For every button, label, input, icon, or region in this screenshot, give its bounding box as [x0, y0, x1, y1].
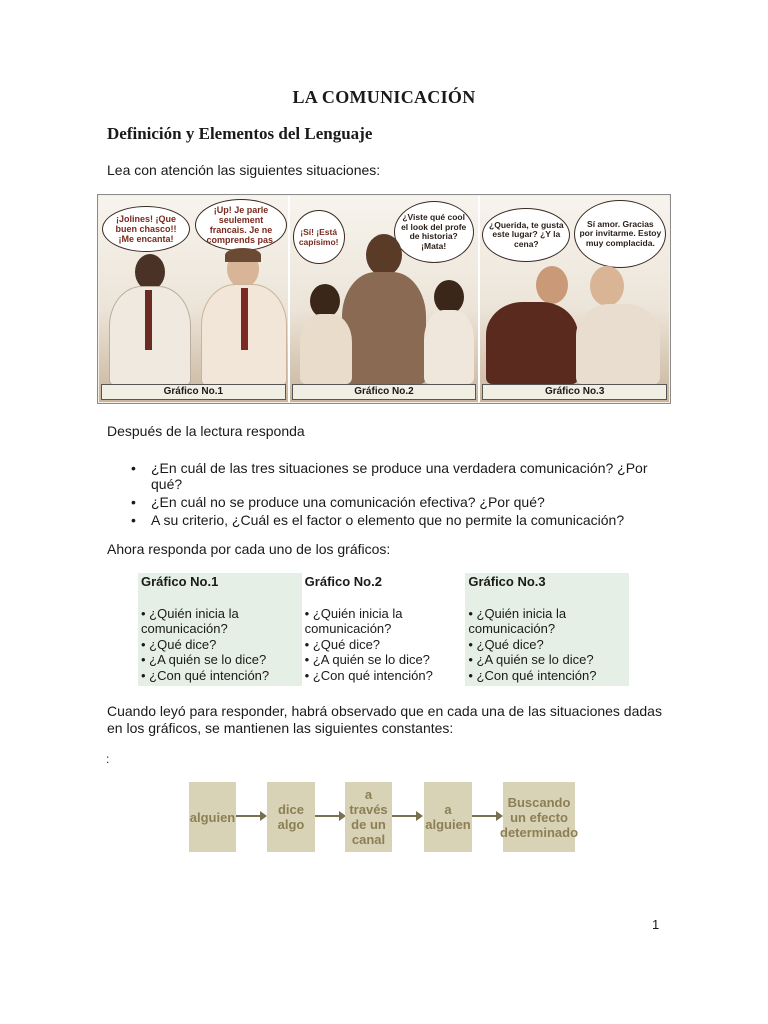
speech-bubble: ¿Querida, te gusta este lugar? ¿Y la cena? [482, 208, 570, 262]
panel-caption: Gráfico No.2 [292, 384, 477, 400]
table-cell: • ¿Qué dice? [468, 636, 544, 652]
girl-illustration [294, 284, 356, 384]
speech-bubble: ¡Sí! ¡Está capísimo! [293, 210, 345, 264]
colon-mark: : [106, 752, 110, 766]
panel-caption: Gráfico No.1 [101, 384, 286, 400]
page-title: LA COMUNICACIÓN [292, 87, 476, 107]
table-cell: • ¿Quién inicia la comunicación? [468, 605, 567, 636]
after-reading-text: Después de la lectura responda [107, 423, 305, 439]
flow-box-dice-algo: dice algo [267, 782, 315, 852]
panel-caption: Gráfico No.3 [482, 384, 667, 400]
table-column [465, 573, 629, 686]
page-number: 1 [652, 917, 660, 932]
table-column [138, 573, 302, 686]
flow-arrow [472, 815, 498, 817]
column-header: Gráfico No.1 [141, 574, 219, 589]
list-item: • ¿En cuál no se produce una comunicación efectiva? ¿Por qué? [151, 494, 671, 510]
intro-text: Lea con atención las siguientes situaciones: [107, 162, 381, 178]
table-cell: • ¿A quién se lo dice? [468, 652, 594, 667]
flow-box-efecto: Buscando un efecto determinado [503, 782, 575, 852]
table-cell: • ¿Con qué intención? [304, 667, 433, 683]
table-cell: • ¿A quién se lo dice? [304, 652, 430, 667]
comic-strip [97, 194, 671, 404]
comic-panel-2 [290, 196, 481, 402]
woman-illustration [568, 266, 664, 384]
table-cell: • ¿Qué dice? [141, 636, 217, 652]
table-cell: • ¿A quién se lo dice? [141, 652, 267, 667]
table-column [302, 573, 466, 686]
flow-box-alguien: alguien [189, 782, 236, 852]
question-list [107, 460, 671, 530]
man-illustration [486, 266, 578, 384]
girl-illustration [420, 280, 478, 384]
list-item: • ¿En cuál de las tres situaciones se produce una verdadera comunicación? ¿Por qué? [151, 460, 671, 492]
flow-arrow [315, 815, 341, 817]
table-cell: • ¿Quién inicia la comunicación? [304, 605, 403, 636]
speech-bubble: ¡Jolines! ¡Que buen chasco!! ¡Me encanta! [102, 206, 190, 252]
list-item: • A su criterio, ¿Cuál es el factor o elemento que no permite la comunicación? [151, 512, 671, 528]
table-cell: • ¿Con qué intención? [141, 667, 270, 683]
flow-arrow [392, 815, 418, 817]
table-cell: • ¿Quién inicia la comunicación? [141, 605, 239, 636]
table-cell: • ¿Con qué intención? [468, 667, 597, 683]
column-header: Gráfico No.3 [468, 574, 546, 589]
table-cell: • ¿Qué dice? [304, 636, 381, 652]
speech-bubble: Sí amor. Gracias por invitarme. Estoy muy complacida. [574, 200, 666, 268]
comic-panel-3 [480, 196, 669, 402]
flow-arrow [236, 815, 262, 817]
communication-flow-diagram [189, 782, 579, 852]
man-illustration [197, 250, 285, 384]
speech-bubble: ¡Up! Je parle seulement francais. Je ne comprends pas. [195, 199, 287, 251]
flow-box-a-alguien: a alguien [424, 782, 472, 852]
speech-bubble: ¿Viste qué cool el look del profe de historia? ¡Mata! [394, 201, 474, 263]
grafico-table [138, 573, 629, 686]
now-answer-text: Ahora responda por cada uno de los gráficos: [107, 541, 391, 557]
column-header: Gráfico No.2 [304, 574, 382, 589]
comic-panel-1 [99, 196, 290, 402]
man-illustration [105, 254, 191, 384]
observation-text: Cuando leyó para responder, habrá observado que en cada una de las situaciones dadas en los gráficos, se mantienen las siguientes constantes: [107, 703, 662, 736]
flow-box-canal: a través de un canal [345, 782, 392, 852]
section-subtitle: Definición y Elementos del Lenguaje [107, 124, 373, 143]
